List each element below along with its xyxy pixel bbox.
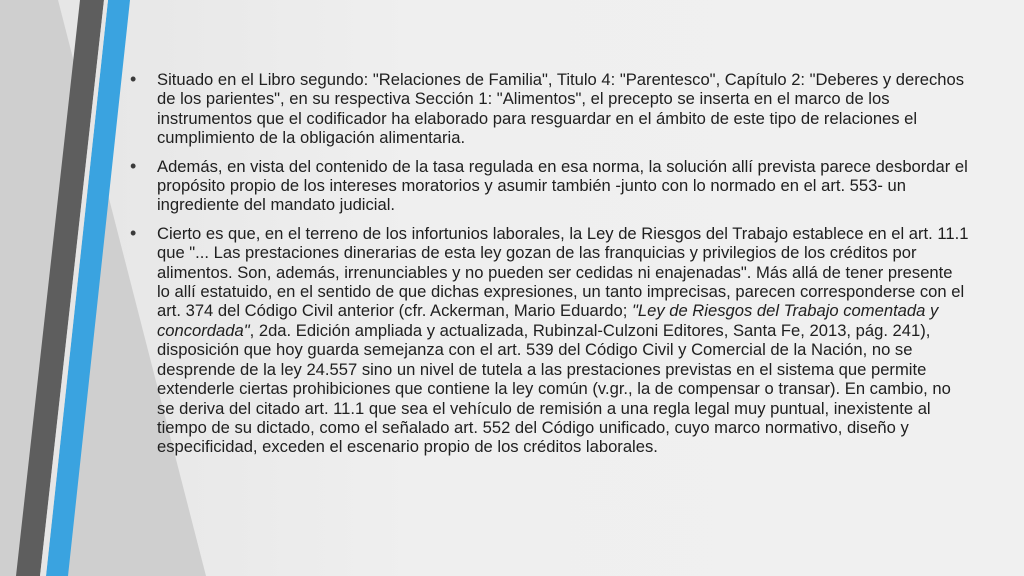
bullet-text-3-after: , 2da. Edición ampliada y actualizada, Rubinzal-Culzoni Editores, Santa Fe, 2013, pág. 241), disposición que hoy guarda semejanza con el art. 539 del Código Civil y Comercial de la Nación, no se desprende de la ley 24.557 sino un nivel de tutela a las prestaciones previstas en el sistema que permite extenderle ciertas prohibiciones que contiene la ley común (v.gr., la de compensar o transar). En cambio, no se deriva del citado art. 11.1 que sea el vehículo de remisión a una regla legal muy puntual, inexistente al tiempo de su dictado, como el señalado art. 552 del Código unificado, cuyo marco normativo, diseño y especificidad, exceden el escenario propio de los créditos laborales. [157, 320, 951, 457]
bullet-item-2 [130, 157, 970, 215]
bullet-dot-icon: • [130, 222, 137, 243]
bullet-item-1 [130, 70, 970, 148]
bullet-text-1: Situado en el Libro segundo: "Relaciones de Familia", Titulo 4: "Parentesco", Capítulo 2: "Deberes y derechos de los parientes", en su respectiva Sección 1: "Alimentos", el precepto se inserta en el marco de los instrumentos que el codificador ha elaborado para resguardar en el ámbito de este tipo de relaciones el cumplimiento de la obligación alimentaria. [157, 70, 965, 148]
text-content [130, 70, 970, 466]
bullet-item-3 [130, 224, 970, 457]
bullet-text-3-before: Cierto es que, en el terreno de los infortunios laborales, la Ley de Riesgos del Trabajo establece en el art. 11.1 que "... Las prestaciones dinerarias de esta ley gozan de las franquicias y privilegios de los créditos por alimentos. Son, además, irrenunciables y no pueden ser cedidas ni enajenadas". Más allá de tener presente lo allí estatuido, en el sentido de que dichas expresiones, un tanto imprecisas, parecen corresponderse con el art. 374 del Código Civil anterior (cfr. Ackerman, Mario Eduardo; [157, 223, 969, 321]
bullet-text-2: Además, en vista del contenido de la tasa regulada en esa norma, la solución allí prevista parece desbordar el propósito propio de los intereses moratorios y asumir también -junto con lo normado en el art. 553- un ingrediente del mandato judicial. [157, 156, 968, 215]
bullet-dot-icon: • [130, 69, 137, 89]
bullet-dot-icon: • [130, 155, 137, 176]
bullet-list [130, 70, 970, 457]
bullet-text-3-italic: "Ley de Riesgos del Trabajo comentada y concordada" [157, 301, 939, 340]
